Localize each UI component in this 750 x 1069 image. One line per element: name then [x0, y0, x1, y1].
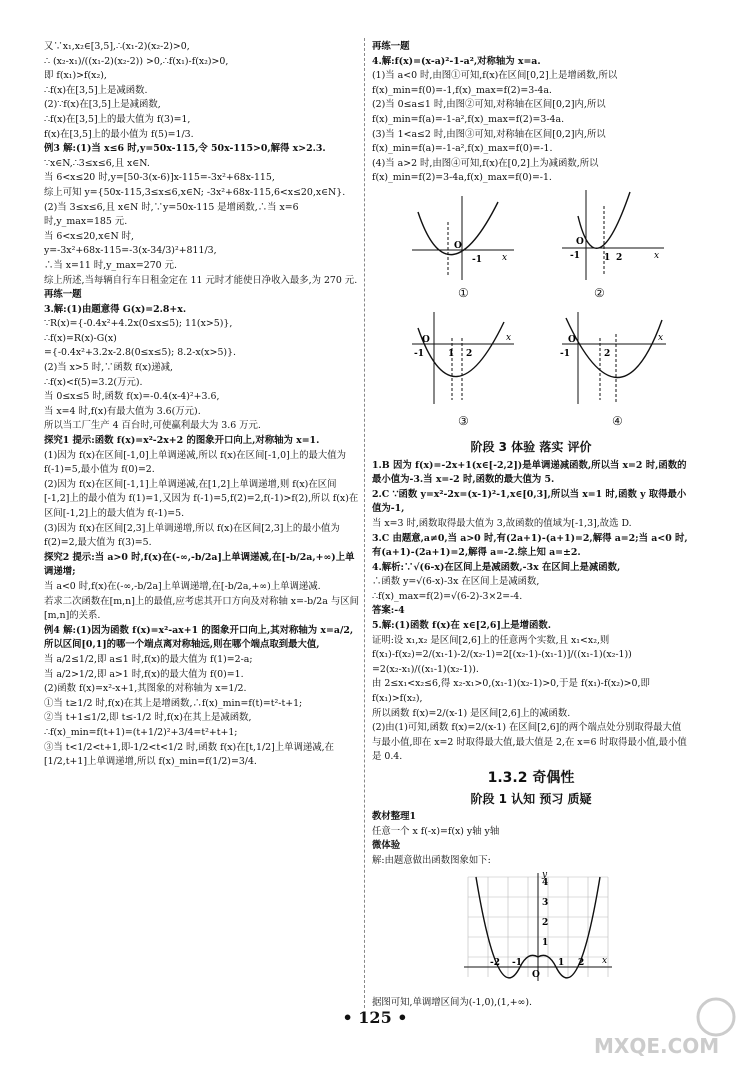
left-line-35: 当 a/2>1/2,即 a>1 时,f(x)的最大值为 f(0)=1.: [44, 668, 244, 680]
left-line-31: 当 a<0 时,f(x)在(-∞,-b/2a]上单调递增,在[-b/2a,+∞)上单调递减.: [44, 580, 321, 592]
right-bottom-line-2: 微体验: [372, 840, 401, 852]
svg-text:1: 1: [558, 957, 565, 968]
svg-text:-1: -1: [414, 348, 424, 359]
svg-text:x: x: [506, 332, 512, 343]
svg-text:x: x: [658, 332, 664, 343]
right-top-line-8: (4)当 a>2 时,由图④可知,f(x)在[0,2]上为减函数,所以: [372, 157, 599, 169]
right-mid-line-5: ∴函数 y=√(6-x)-3x 在区间上是减函数,: [372, 576, 540, 588]
left-line-18: ∵R(x)={-0.4x²+4.2x(0≤x≤5); 11(x>5)},: [44, 318, 233, 330]
stage1-title: 阶段 1 认知 预习 质疑: [470, 791, 592, 806]
left-line-36: (2)函数 f(x)=x²-x+1,其图象的对称轴为 x=1/2.: [44, 683, 247, 695]
right-mid-line-12: 由 2≤x₁<x₂≤6,得 x₂-x₁>0,(x₁-1)(x₂-1)>0,于是 f(x₁)-f(x₂)>0,即 f(x₁)>f(x₂),: [372, 678, 650, 705]
right-top-line-7: f(x)_min=f(a)=-1-a²,f(x)_max=f(0)=-1.: [372, 143, 553, 155]
left-line-37: ①当 t≥1/2 时,f(x)在其上是增函数,∴f(x)_min=f(t)=t²-t+1;: [44, 697, 303, 709]
svg-text:O: O: [576, 236, 584, 247]
right-mid-line-1: 2.C ∵函数 y=x²-2x=(x-1)²-1,x∈[0,3],所以当 x=1 时,函数 y 取得最小值为-1,: [372, 488, 687, 515]
right-mid-line-9: 证明:设 x₁,x₂ 是区间[2,6]上的任意两个实数,且 x₁<x₂,则: [372, 634, 610, 646]
svg-text:-2: -2: [490, 957, 500, 968]
svg-text:-1: -1: [560, 348, 570, 359]
right-mid-line-4: 4.解析:∵√(6-x)在区间上是减函数,-3x 在区间上是减函数,: [372, 561, 621, 573]
left-line-17: 3.解:(1)由题意得 G(x)=2.8+x.: [44, 303, 187, 315]
graph-2: [558, 186, 668, 284]
svg-text:1: 1: [448, 348, 455, 359]
left-line-26: 探究1 提示:函数 f(x)=x²-2x+2 的图象开口向上,对称轴为 x=1.: [44, 435, 320, 447]
graph-label-1: ①: [458, 285, 469, 300]
right-mid-line-3: 3.C 由题意,a≠0,当 a>0 时,有(2a+1)-(a+1)=2,解得 a=2;当 a<0 时,有(a+1)-(2a+1)=2,解得 a=-2.综上知 a=±2.: [372, 532, 688, 559]
left-line-22: ∴f(x)<f(5)=3.2(万元).: [44, 376, 143, 388]
svg-text:1: 1: [604, 252, 611, 263]
right-mid-line-14: (2)由(1)可知,函数 f(x)=2/(x-1) 在区间[2,6]的两个端点处分别取得最大值与最小值,即在 x=2 时取得最大值,最大值是 2,在 x=6 时取得最小值,最小值是 0.4.: [372, 722, 687, 763]
right-top-line-6: (3)当 1<a≤2 时,由图③可知,对称轴在区间[0,2]内,所以: [372, 128, 606, 140]
left-line-16: 再练一题: [44, 289, 82, 301]
svg-text:x: x: [602, 955, 608, 966]
right-mid-line-2: 当 x=3 时,函数取得最大值为 3,故函数的值域为[-1,3],故选 D.: [372, 517, 632, 529]
right-bottom-line-0: 教材整理1: [372, 811, 417, 823]
section-title: 1.3.2 奇偶性: [487, 770, 575, 786]
right-top-line-2: (1)当 a<0 时,由图①可知,f(x)在区间[0,2]上是增函数,所以: [372, 70, 618, 82]
page-number: • 125 •: [342, 1008, 408, 1027]
graph-4: [558, 308, 670, 408]
svg-text:2: 2: [616, 252, 623, 263]
svg-text:2: 2: [604, 348, 611, 359]
left-line-23: 当 0≤x≤5 时,函数 f(x)=-0.4(x-4)²+3.6,: [44, 391, 220, 403]
column-divider: [364, 38, 365, 1008]
right-bottom-line-1: 任意一个 x f(-x)=f(x) y轴 y轴: [372, 825, 500, 837]
right-mid-line-10: f(x₁)-f(x₂)=2/(x₁-1)-2/(x₂-1)=2[(x₂-1)-(x₁-1)]/((x₁-1)(x₂-1)): [372, 649, 632, 661]
left-line-7: 例3 解:(1)当 x≤6 时,y=50x-115,令 50x-115>0,解得 x>2.3.: [44, 143, 326, 155]
right-end-line: 据图可知,单调增区间为(-1,0),(1,+∞).: [372, 997, 533, 1009]
right-bottom-line-3: 解:由题意做出函数图象如下:: [372, 854, 491, 866]
svg-text:x: x: [654, 250, 660, 261]
graph-label-3: ③: [458, 413, 469, 428]
left-column: [44, 40, 360, 770]
left-line-11: (2)当 3≤x≤6,且 x∈N 时,∵y=50x-115 是增函数,∴当 x=6 时,y_max=185 元.: [44, 201, 299, 228]
left-line-5: ∴f(x)在[3,5]上的最大值为 f(3)=1,: [44, 113, 191, 125]
right-mid-line-0: 1.B 因为 f(x)=-2x+1(x∈[-2,2])是单调递减函数,所以当 x=2 时,函数的最小值为-3.当 x=-2 时,函数的最大值为 5.: [372, 459, 687, 486]
svg-text:1: 1: [542, 937, 549, 948]
right-top-line-0: 再练一题: [372, 41, 410, 52]
left-line-38: ②当 t+1≤1/2,即 t≤-1/2 时,f(x)在其上是减函数,: [44, 712, 252, 724]
left-line-15: 综上所述,当每辆自行车日租金定在 11 元时才能使日净收入最多,为 270 元.: [44, 274, 358, 286]
left-line-1: ∴ (x₂-x₁)/((x₁-2)(x₂-2)) >0,∴f(x₁)-f(x₂)>0,: [44, 55, 229, 67]
right-top-line-5: f(x)_min=f(a)=-1-a²,f(x)_max=f(2)=3-4a.: [372, 113, 565, 125]
right-top-line-3: f(x)_min=f(0)=-1,f(x)_max=f(2)=3-4a.: [372, 84, 552, 96]
left-line-34: 当 a/2≤1/2,即 a≤1 时,f(x)的最大值为 f(1)=2-a;: [44, 653, 253, 665]
svg-text:2: 2: [578, 957, 585, 968]
left-line-25: 所以当工厂生产 4 百台时,可使赢利最大为 3.6 万元.: [44, 420, 261, 432]
left-line-40: ③当 t<1/2<t+1,即-1/2<t<1/2 时,函数 f(x)在[t,1/2]上单调递减,在[1/2,t+1]上单调递增,所以 f(x)_min=f(1/2)=3/4.: [44, 741, 334, 768]
left-line-33: 例4 解:(1)因为函数 f(x)=x²-ax+1 的图象开口向上,其对称轴为 x=a/2,所以区间[0,1]的哪一个端点离对称轴远,则在哪个端点取到最大值,: [44, 624, 354, 651]
svg-text:4: 4: [542, 877, 549, 888]
left-line-10: 综上可知 y={50x-115,3≤x≤6,x∈N; -3x²+68x-115,6<x≤20,x∈N}.: [44, 186, 346, 198]
watermark-text: MXQE.COM: [594, 1034, 720, 1057]
graph-label-2: ②: [594, 285, 605, 300]
svg-text:2: 2: [466, 348, 473, 359]
right-mid-line-8: 5.解:(1)函数 f(x)在 x∈[2,6]上是增函数.: [372, 620, 552, 632]
left-line-4: (2)∵f(x)在[3,5]上是减函数,: [44, 99, 161, 111]
right-top-line-9: f(x)_min=f(2)=3-4a,f(x)_max=f(0)=-1.: [372, 172, 552, 184]
right-top-line-1: 4.解:f(x)=(x-a)²-1-a²,对称轴为 x=a.: [372, 55, 541, 67]
quadratic-graphs-figure: [372, 186, 690, 434]
right-top-line-4: (2)当 0≤a≤1 时,由图②可知,对称轴在区间[0,2]内,所以: [372, 99, 606, 111]
left-line-30: 探究2 提示:当 a>0 时,f(x)在(-∞,-b/2a]上单调递减,在[-b/2a,+∞)上单调递增;: [44, 551, 355, 578]
left-line-21: (2)当 x>5 时,∵函数 f(x)递减,: [44, 362, 173, 374]
svg-text:O: O: [568, 334, 576, 345]
left-line-27: (1)因为 f(x)在区间[-1,0]上单调递减,所以 f(x)在区间[-1,0]上的最大值为 f(-1)=5,最小值为 f(0)=2.: [44, 449, 347, 476]
left-line-28: (2)因为 f(x)在区间[-1,1]上单调递减,在[1,2]上单调递增,则 f(x)在区间[-1,2]上的最小值为 f(1)=1,又因为 f(-1)=5,f(2)=2,f(-1)>f(2),所以 f(x)在区间[-1,2]上的最大值为 f(-1)=5.: [44, 478, 359, 519]
left-line-29: (3)因为 f(x)在区间[2,3]上单调递增,所以 f(x)在区间[2,3]上的最小值为 f(2)=2,最大值为 f(3)=5.: [44, 522, 340, 549]
left-line-9: 当 6<x≤20 时,y=[50-3(x-6)]x-115=-3x²+68x-115,: [44, 172, 275, 184]
left-line-24: 当 x=4 时,f(x)有最大值为 3.6(万元).: [44, 405, 201, 417]
left-line-12: 当 6<x≤20,x∈N 时,: [44, 230, 134, 242]
svg-text:2: 2: [542, 917, 549, 928]
svg-text:O: O: [422, 334, 430, 345]
left-line-6: f(x)在[3,5]上的最小值为 f(5)=1/3.: [44, 128, 194, 140]
left-line-13: y=-3x²+68x-115=-3(x-34/3)²+811/3,: [44, 245, 217, 257]
svg-text:-1: -1: [472, 254, 482, 265]
right-mid-line-7: 答案:-4: [372, 605, 405, 617]
svg-text:O: O: [454, 240, 462, 251]
graph-1: [408, 192, 518, 284]
svg-text:x: x: [502, 252, 508, 263]
left-line-8: ∵x∈N,∴3≤x≤6,且 x∈N.: [44, 157, 150, 169]
right-mid-line-6: ∴f(x)_max=f(2)=√(6-2)-3×2=-4.: [372, 590, 523, 602]
graph-label-4: ④: [612, 413, 623, 428]
left-line-19: ∴f(x)=R(x)-G(x): [44, 332, 117, 344]
left-line-0: 又∵x₁,x₂∈[3,5],∴(x₁-2)(x₂-2)>0,: [44, 41, 190, 52]
right-column: [372, 40, 690, 1011]
svg-text:-1: -1: [512, 957, 522, 968]
stage3-title: 阶段 3 体验 落实 评价: [470, 439, 592, 454]
left-line-3: ∴f(x)在[3,5]上是减函数.: [44, 84, 148, 96]
left-line-32: 若求二次函数在[m,n]上的最值,应考虑其开口方向及对称轴 x=-b/2a 与区间[m,n]的关系.: [44, 595, 359, 622]
left-line-39: ∴f(x)_min=f(t+1)=(t+1/2)²+3/4=t²+t+1;: [44, 726, 238, 738]
right-mid-line-13: 所以函数 f(x)=2/(x-1) 是区间[2,6]上的减函数.: [372, 707, 571, 719]
left-line-14: ∴当 x=11 时,y_max=270 元.: [44, 259, 177, 271]
svg-text:3: 3: [542, 897, 549, 908]
left-line-2: 即 f(x₁)>f(x₂),: [44, 70, 107, 82]
watermark-logo: [590, 995, 740, 1057]
svg-text:y: y: [542, 870, 548, 880]
graph-3: [408, 308, 518, 408]
svg-text:-1: -1: [570, 250, 580, 261]
left-line-20: ={-0.4x²+3.2x-2.8(0≤x≤5); 8.2-x(x>5)}.: [44, 347, 237, 359]
abs-function-graph: [458, 871, 618, 991]
right-mid-line-11: =2(x₂-x₁)/((x₁-1)(x₂-1)).: [372, 663, 479, 675]
svg-text:O: O: [532, 969, 540, 980]
